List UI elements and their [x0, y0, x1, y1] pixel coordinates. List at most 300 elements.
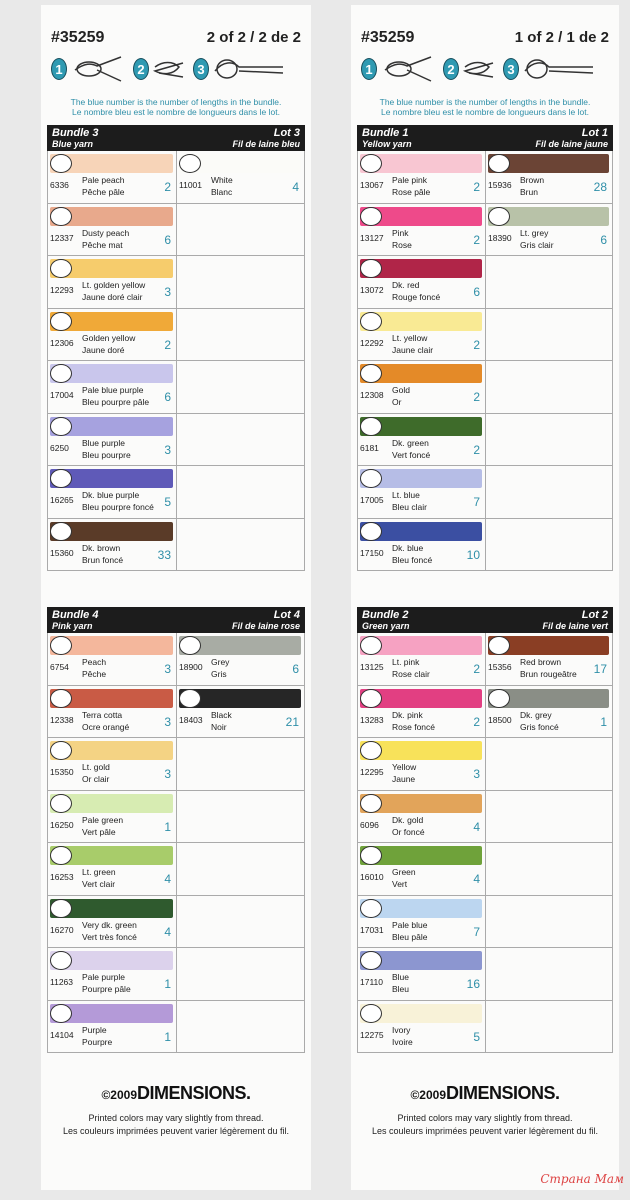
length-count: 2	[473, 337, 480, 352]
color-name	[392, 332, 433, 356]
color-name	[82, 919, 137, 943]
color-name-french: Pêche pâle	[82, 187, 125, 197]
page-indicator: 1 of 2 / 1 de 2	[514, 29, 609, 46]
color-cell-empty	[177, 948, 304, 1001]
bundle-steps-diagram	[361, 51, 611, 89]
length-count: 2	[473, 180, 480, 194]
length-count: 21	[285, 714, 299, 729]
color-key-item	[358, 843, 485, 896]
color-name	[82, 761, 110, 785]
length-count: 2	[164, 180, 171, 194]
step-2-badge: 2	[133, 58, 149, 80]
color-cell-empty	[177, 791, 304, 844]
bundle-title: Bundle 1	[362, 127, 409, 139]
disclaimer-english: Printed colors may vary slightly from thread.	[397, 1113, 573, 1123]
color-name-english: Purple	[82, 1024, 107, 1035]
punch-hole	[360, 636, 382, 655]
color-cell-empty	[177, 204, 304, 257]
color-cell-empty	[486, 948, 612, 1001]
color-key-item	[48, 948, 176, 1001]
color-name-english: Pale pink	[392, 175, 427, 185]
dimensions-logo	[351, 1083, 619, 1104]
bundle-section	[357, 607, 613, 1053]
color-name-english: Pink	[392, 227, 409, 238]
bundle-section	[47, 607, 305, 1053]
lot-subtitle: Fil de laine jaune	[535, 139, 608, 149]
step-1-badge: 1	[361, 58, 377, 80]
bundle-header	[357, 125, 613, 151]
punch-hole	[488, 636, 510, 655]
chart-card-page-1	[351, 5, 619, 1190]
color-name	[82, 709, 129, 733]
color-name-english: Pale blue purple	[82, 385, 144, 395]
color-key-item	[358, 256, 485, 309]
color-name-english: Ivory	[392, 1024, 411, 1035]
color-name-english: Dusty peach	[82, 227, 130, 238]
lot-subtitle: Fil de laine vert	[542, 621, 608, 631]
color-number: 18500	[488, 714, 512, 725]
color-key-grid	[357, 151, 613, 571]
color-name-english: Terra cotta	[82, 709, 123, 720]
color-name	[82, 437, 131, 461]
color-cell-empty	[486, 519, 612, 572]
color-name-french: Rose	[392, 239, 412, 250]
disclaimer-french: Les couleurs imprimées peuvent varier légèrement du fil.	[371, 1126, 599, 1136]
color-name-french: Ocre orangé	[82, 721, 130, 732]
length-count: 1	[164, 977, 171, 991]
color-key-item	[48, 256, 176, 309]
bundle-title: Bundle 2	[362, 609, 409, 621]
color-name-french: Bleu pâle	[392, 931, 428, 942]
color-name-french: Brun rougeâtre	[520, 669, 577, 679]
punch-hole	[50, 1004, 72, 1023]
color-key-item	[48, 738, 176, 791]
length-count: 6	[164, 390, 171, 404]
length-count: 6	[292, 662, 299, 676]
color-name	[82, 656, 106, 680]
punch-hole	[50, 636, 72, 655]
color-name-french: Or	[392, 397, 402, 407]
color-name	[82, 489, 154, 513]
color-name-english: Lt. blue	[392, 490, 420, 500]
color-number: 12306	[50, 337, 74, 348]
color-name	[520, 227, 554, 251]
bundle-header	[357, 607, 613, 633]
color-name-english: Gold	[392, 385, 410, 395]
color-number: 17031	[360, 924, 384, 935]
step-1-badge: 1	[51, 58, 67, 80]
color-name-english: Lt. yellow	[392, 332, 428, 343]
color-name-french: Jaune doré	[82, 344, 125, 355]
punch-hole	[360, 259, 382, 278]
color-key-item	[48, 791, 176, 844]
color-key-grid	[47, 633, 305, 1053]
color-number: 13067	[360, 180, 384, 190]
color-number: 17150	[360, 547, 384, 558]
lot-title: Lot 4	[273, 609, 300, 621]
length-count: 2	[164, 337, 171, 352]
color-name-french: Brun	[520, 187, 538, 197]
color-key-item	[48, 414, 176, 467]
color-key-item	[48, 843, 176, 896]
color-number: 11001	[179, 180, 203, 190]
color-key-item	[48, 686, 176, 739]
color-cell-empty	[177, 738, 304, 791]
length-count: 1	[164, 819, 171, 834]
color-number: 18403	[179, 714, 203, 725]
logo-brand: DIMENSIONS.	[446, 1083, 560, 1103]
color-key-item	[486, 151, 612, 204]
punch-hole	[488, 207, 510, 226]
color-key-item	[358, 791, 485, 844]
color-name-english: Pale blue	[392, 919, 428, 930]
color-cell-empty	[486, 843, 612, 896]
punch-hole	[360, 312, 382, 331]
lot-subtitle: Fil de laine bleu	[232, 139, 300, 149]
color-name	[211, 174, 233, 198]
color-name-english: Pale green	[82, 814, 124, 825]
color-number: 16253	[50, 872, 74, 882]
length-count: 5	[164, 495, 171, 509]
color-name-english: Lt. pink	[392, 657, 420, 667]
length-count: 1	[600, 714, 607, 729]
color-name-english: Blue purple	[82, 437, 126, 448]
color-number: 16010	[360, 872, 384, 882]
color-number: 17110	[360, 977, 384, 987]
color-name	[82, 279, 145, 303]
color-name-french: Bleu pourpre	[82, 449, 131, 460]
color-cell-empty	[486, 256, 612, 309]
color-name-english: Yellow	[392, 762, 417, 772]
color-name	[211, 656, 229, 680]
color-name-french: Vert pâle	[82, 826, 116, 837]
color-key-item	[177, 686, 304, 739]
instruction-english: The blue number is the number of lengths in the bundle.	[379, 97, 591, 107]
punch-hole	[50, 259, 72, 278]
length-count: 7	[473, 924, 480, 939]
length-count: 3	[164, 767, 171, 781]
disclaimer-english: Printed colors may vary slightly from thread.	[88, 1113, 264, 1123]
color-name	[82, 866, 116, 890]
color-name-french: Gris foncé	[520, 721, 559, 732]
punch-hole	[50, 469, 72, 488]
color-name	[520, 174, 544, 198]
color-number: 15936	[488, 180, 512, 190]
length-count: 16	[466, 977, 480, 991]
disclaimer-french: Les couleurs imprimées peuvent varier légèrement du fil.	[62, 1126, 290, 1136]
color-name	[82, 227, 129, 251]
color-cell-empty	[177, 309, 304, 362]
length-count: 5	[473, 1029, 480, 1044]
color-number: 15360	[50, 547, 74, 558]
color-name-french: Pêche mat	[82, 239, 123, 250]
color-number: 13127	[360, 232, 384, 243]
color-key-item	[358, 738, 485, 791]
color-name	[392, 489, 427, 513]
color-name	[392, 1024, 413, 1048]
color-number: 12308	[360, 390, 384, 400]
length-count: 2	[473, 390, 480, 404]
bundle-instructions	[355, 97, 615, 117]
color-number: 15350	[50, 767, 74, 777]
punch-hole	[360, 364, 382, 383]
color-name	[82, 971, 131, 995]
color-column	[48, 633, 176, 1053]
color-name-english: Grey	[211, 657, 230, 667]
color-number: 13283	[360, 714, 384, 725]
color-key-grid	[47, 151, 305, 571]
color-number: 13125	[360, 662, 384, 672]
color-name-english: Dk. grey	[520, 709, 552, 720]
punch-hole	[360, 417, 382, 436]
color-key-item	[48, 519, 176, 572]
length-count: 4	[164, 872, 171, 886]
bundle-title: Bundle 4	[52, 609, 99, 621]
bundle-header	[47, 125, 305, 151]
color-name-french: Vert très foncé	[82, 931, 137, 942]
punch-hole	[488, 154, 510, 173]
logo-brand: DIMENSIONS.	[137, 1083, 251, 1103]
length-count: 17	[593, 662, 607, 676]
pattern-number: #35259	[361, 29, 415, 46]
length-count: 2	[473, 714, 480, 729]
color-number: 18390	[488, 232, 512, 243]
punch-hole	[50, 364, 72, 383]
color-number: 12275	[360, 1029, 384, 1040]
instruction-english: The blue number is the number of lengths in the bundle.	[70, 97, 282, 107]
punch-hole	[179, 636, 201, 655]
punch-hole	[488, 689, 510, 708]
punch-hole	[360, 154, 382, 173]
chart-card-page-2	[41, 5, 311, 1190]
lot-title: Lot 1	[581, 127, 608, 139]
color-name-english: Very dk. green	[82, 919, 137, 930]
color-name	[82, 1024, 112, 1048]
length-count: 28	[593, 180, 607, 194]
color-key-item	[48, 204, 176, 257]
bundle-title: Bundle 3	[52, 127, 99, 139]
color-cell-empty	[486, 361, 612, 414]
length-count: 3	[164, 662, 171, 676]
color-name-french: Bleu pourpre foncé	[82, 502, 154, 512]
step-3-badge: 3	[503, 58, 519, 80]
punch-hole	[50, 154, 72, 173]
color-name	[392, 279, 440, 303]
color-column	[485, 633, 612, 1053]
length-count: 6	[473, 285, 480, 299]
punch-hole	[360, 207, 382, 226]
color-name-english: Golden yellow	[82, 332, 136, 343]
punch-hole	[50, 417, 72, 436]
color-name-french: Ivoire	[392, 1036, 413, 1047]
color-number: 6250	[50, 442, 69, 453]
color-key-item	[358, 151, 485, 204]
color-cell-empty	[177, 1001, 304, 1054]
bundle-steps-diagram	[51, 51, 301, 89]
length-count: 4	[473, 872, 480, 886]
color-number: 13072	[360, 285, 384, 295]
length-count: 6	[164, 232, 171, 247]
color-number: 12337	[50, 232, 74, 243]
color-number: 17005	[360, 495, 384, 505]
color-number: 12292	[360, 337, 384, 348]
color-key-item	[177, 633, 304, 686]
length-count: 2	[473, 442, 480, 457]
color-name-french: Rouge foncé	[392, 292, 441, 302]
color-name	[82, 332, 135, 356]
color-name-english: Dk. brown	[82, 542, 121, 553]
color-name-english: Dk. pink	[392, 709, 423, 720]
color-cell-empty	[177, 414, 304, 467]
color-key-item	[486, 686, 612, 739]
punch-hole	[50, 741, 72, 760]
color-column	[358, 633, 485, 1053]
punch-hole	[50, 846, 72, 865]
punch-hole	[50, 794, 72, 813]
color-cell-empty	[486, 466, 612, 519]
color-name	[82, 814, 123, 838]
color-name-french: Vert	[392, 879, 408, 889]
lot-title: Lot 2	[581, 609, 608, 621]
length-count: 6	[600, 232, 607, 247]
length-count: 4	[473, 819, 480, 834]
color-key-item	[358, 519, 485, 572]
color-name-french: Or clair	[82, 774, 110, 784]
color-name	[392, 971, 409, 995]
color-name-french: Pourpre	[82, 1036, 113, 1047]
color-name-english: Peach	[82, 657, 107, 667]
color-name	[392, 709, 435, 733]
color-number: 16250	[50, 819, 74, 830]
color-key-item	[177, 151, 304, 204]
color-name-english: White	[211, 175, 233, 185]
color-key-item	[358, 896, 485, 949]
bundle-section	[357, 125, 613, 571]
color-key-item	[48, 151, 176, 204]
color-key-item	[358, 309, 485, 362]
color-name	[82, 542, 123, 566]
length-count: 10	[466, 547, 480, 562]
color-name	[392, 227, 412, 251]
color-key-item	[48, 466, 176, 519]
color-name-french: Vert foncé	[392, 449, 431, 460]
color-column	[48, 151, 176, 571]
punch-hole	[50, 312, 72, 331]
color-number: 6336	[50, 180, 69, 190]
dimensions-logo	[41, 1083, 311, 1104]
color-name-french: Gris clair	[520, 239, 554, 250]
length-count: 3	[473, 767, 480, 781]
color-key-item	[48, 1001, 176, 1054]
color-name-english: Blue	[392, 972, 410, 982]
color-cell-empty	[177, 256, 304, 309]
color-key-item	[486, 633, 612, 686]
bundle-subtitle: Green yarn	[362, 621, 410, 631]
color-name-english: Dk. blue	[392, 542, 424, 553]
punch-hole	[360, 689, 382, 708]
color-name-french: Jaune doré clair	[82, 292, 143, 302]
color-name-french: Rose clair	[392, 669, 430, 679]
color-name-french: Bleu pourpre pâle	[82, 397, 150, 407]
color-number: 12295	[360, 767, 384, 777]
length-count: 2	[473, 232, 480, 247]
step-2-badge: 2	[443, 58, 459, 80]
color-number: 14104	[50, 1029, 74, 1040]
punch-hole	[360, 469, 382, 488]
color-cell-empty	[177, 519, 304, 572]
color-number: 6181	[360, 442, 379, 453]
color-number: 17004	[50, 390, 74, 400]
color-name-french: Rose pâle	[392, 187, 431, 197]
punch-hole	[50, 899, 72, 918]
color-name	[392, 384, 410, 408]
punch-hole	[50, 951, 72, 970]
color-name-english: Lt. gold	[82, 762, 110, 772]
bundle-header	[47, 607, 305, 633]
color-name-english: Dk. blue purple	[82, 490, 140, 500]
punch-hole	[50, 689, 72, 708]
color-name-english: Dk. green	[392, 437, 429, 448]
color-key-item	[358, 1001, 485, 1054]
color-column	[176, 633, 304, 1053]
color-name	[82, 174, 125, 198]
length-count: 4	[164, 924, 171, 939]
length-count: 33	[157, 547, 171, 562]
punch-hole	[179, 154, 201, 173]
color-key-item	[486, 204, 612, 257]
instruction-french: Le nombre bleu est le nombre de longueurs dans le lot.	[72, 107, 280, 117]
color-name-french: Pêche	[82, 669, 107, 679]
pattern-number: #35259	[51, 29, 105, 46]
color-name-english: Red brown	[520, 657, 562, 667]
color-key-grid	[357, 633, 613, 1053]
color-name-english: Green	[392, 867, 416, 877]
color-cell-empty	[486, 791, 612, 844]
bundle-instructions	[45, 97, 307, 117]
color-column	[485, 151, 612, 571]
punch-hole	[360, 794, 382, 813]
color-column	[176, 151, 304, 571]
steps-illustration	[51, 51, 301, 89]
color-name-french: Jaune	[392, 774, 416, 784]
color-number: 12338	[50, 714, 74, 725]
length-count: 3	[164, 714, 171, 729]
color-name-english: Pale purple	[82, 972, 126, 982]
color-key-item	[358, 361, 485, 414]
color-key-item	[48, 896, 176, 949]
color-name-english: Pale peach	[82, 175, 125, 185]
color-name-french: Bleu	[392, 984, 410, 994]
color-cell-empty	[177, 466, 304, 519]
color-key-item	[358, 414, 485, 467]
color-name-french: Noir	[211, 721, 227, 732]
color-name	[520, 709, 559, 733]
color-cell-empty	[486, 1001, 612, 1054]
color-cell-empty	[177, 843, 304, 896]
punch-hole	[50, 522, 72, 541]
color-name-french: Brun foncé	[82, 554, 124, 565]
color-number: 18900	[179, 662, 203, 672]
punch-hole	[360, 951, 382, 970]
logo-copyright: ©2009	[410, 1088, 447, 1102]
lot-title: Lot 3	[273, 127, 300, 139]
bundle-subtitle: Blue yarn	[52, 139, 94, 149]
bundle-subtitle: Yellow yarn	[362, 139, 412, 149]
color-key-item	[358, 948, 485, 1001]
bundle-section	[47, 125, 305, 571]
color-name-english: Lt. golden yellow	[82, 280, 146, 290]
color-name	[392, 919, 427, 943]
